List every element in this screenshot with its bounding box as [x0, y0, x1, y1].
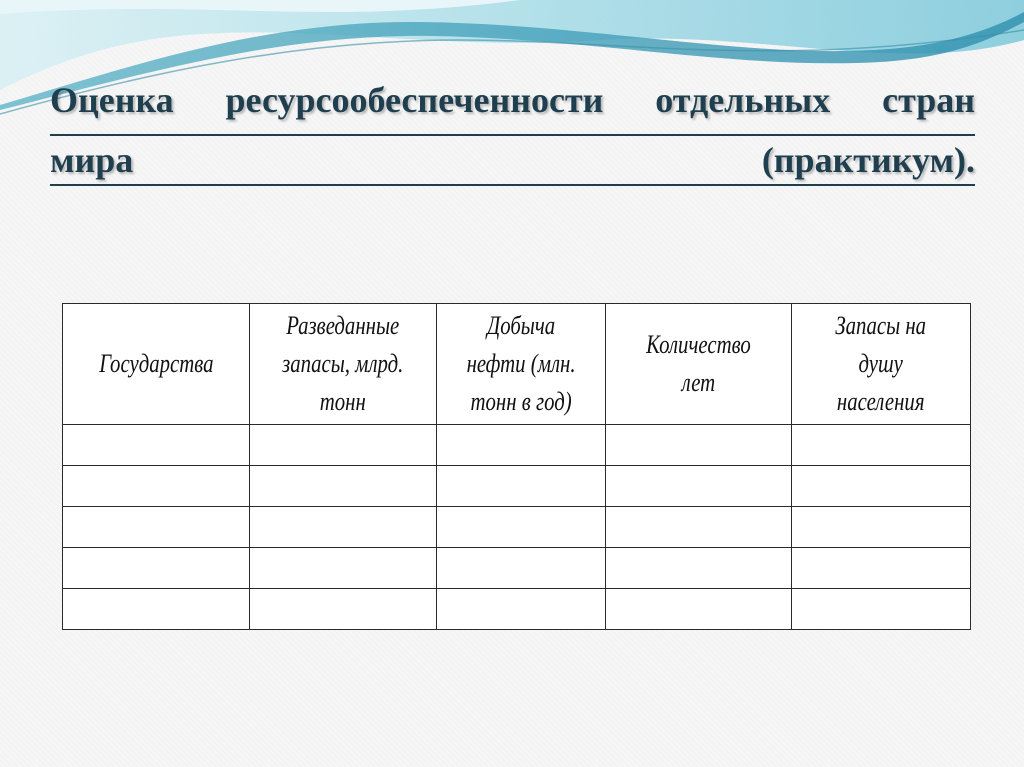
table-cell — [437, 507, 606, 548]
table-cell — [250, 466, 437, 507]
header-proven-reserves: Разведанные запасы, млрд. тонн — [250, 304, 437, 425]
table-cell — [250, 589, 437, 630]
title-word-5: мира — [50, 140, 134, 180]
table-row — [63, 548, 971, 589]
table-cell — [63, 425, 250, 466]
table-header-row — [63, 304, 971, 425]
table-cell — [792, 589, 971, 630]
title-word-6: (практикум). — [761, 140, 975, 180]
table-row — [63, 507, 971, 548]
header-reserves-per-capita: Запасы на душу населения — [792, 304, 971, 425]
table-row — [63, 425, 971, 466]
table-cell — [250, 548, 437, 589]
table-cell — [63, 466, 250, 507]
table-cell — [437, 425, 606, 466]
title-word-1: Оценка — [50, 80, 174, 120]
title-word-2: ресурсообеспеченности — [225, 80, 604, 120]
table-cell — [606, 425, 792, 466]
table-cell — [437, 466, 606, 507]
table-cell — [606, 507, 792, 548]
table-cell — [250, 425, 437, 466]
header-years-count: Количество лет — [606, 304, 792, 425]
table-cell — [606, 589, 792, 630]
table-cell — [437, 589, 606, 630]
title-word-4: стран — [882, 80, 975, 120]
table-cell — [792, 466, 971, 507]
slide-title — [50, 78, 975, 186]
title-line-1 — [50, 78, 975, 136]
table-cell — [792, 548, 971, 589]
title-word-3: отдельных — [655, 80, 831, 120]
practicum-table — [62, 303, 971, 630]
table-cell — [606, 548, 792, 589]
table-row — [63, 589, 971, 630]
table-cell — [250, 507, 437, 548]
title-line-2 — [50, 136, 975, 186]
table-cell — [437, 548, 606, 589]
table-cell — [606, 466, 792, 507]
table-row — [63, 466, 971, 507]
header-states: Государства — [63, 304, 250, 425]
table-cell — [792, 507, 971, 548]
table-cell — [63, 507, 250, 548]
table-cell — [63, 589, 250, 630]
table-cell — [63, 548, 250, 589]
header-oil-production: Добыча нефти (млн. тонн в год) — [437, 304, 606, 425]
table-cell — [792, 425, 971, 466]
